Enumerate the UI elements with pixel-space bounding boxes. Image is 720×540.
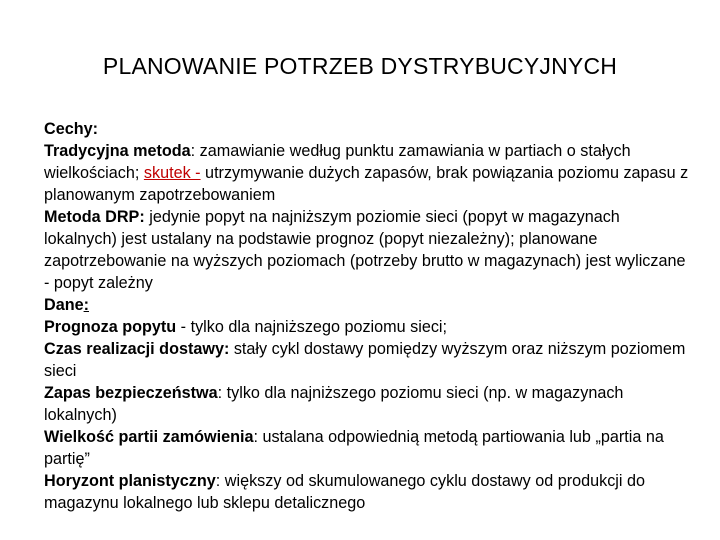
traditional-method-text: : zamawianie według punktu zamawiania w partiach o stałych wielkościach; xyxy=(44,142,631,182)
data-item-lot-size xyxy=(44,426,694,470)
data-item-text: : tylko dla najniższego poziomu sieci (np. w magazynach lokalnych) xyxy=(44,384,624,424)
features-heading xyxy=(44,118,694,140)
data-item-planning-horizon xyxy=(44,470,694,514)
data-heading xyxy=(44,294,694,316)
effect-label: skutek - xyxy=(143,164,201,182)
effect-text: utrzymywanie dużych zapasów, brak powiązania poziomu zapasu z planowanym zapotrzebowaniem xyxy=(44,164,689,204)
data-item-forecast xyxy=(44,316,694,338)
drp-method-text: jedynie popyt na najniższym poziomie sieci (popyt w magazynach lokalnych) jest ustalany na podstawie prognoz (popyt niezależny); planowane zapotrzebowanie na wyższych poziomach (potrzeby brutto w magazynach) jest wyliczane - popyt zależny xyxy=(44,208,686,292)
data-item-label: Zapas bezpieczeństwa xyxy=(44,384,218,402)
data-item-label: Wielkość partii zamówienia xyxy=(44,428,254,446)
traditional-method-label: Tradycyjna metoda xyxy=(44,142,191,160)
slide-body xyxy=(44,118,694,514)
drp-method-paragraph xyxy=(44,206,694,294)
data-item-text: - tylko dla najniższego poziomu sieci; xyxy=(176,318,448,336)
data-heading-text: Dane xyxy=(44,296,84,314)
data-item-lead-time xyxy=(44,338,694,382)
slide-title: PLANOWANIE POTRZEB DYSTRYBUCYJNYCH xyxy=(102,53,618,79)
data-item-safety-stock xyxy=(44,382,694,426)
data-item-text: : większy od skumulowanego cyklu dostawy od produkcji do magazynu lokalnego lub sklepu detalicznego xyxy=(44,472,645,512)
features-heading-label: Cechy: xyxy=(44,120,98,138)
data-heading-label xyxy=(44,296,89,314)
data-heading-colon: : xyxy=(83,296,89,314)
data-item-label: Prognoza popytu xyxy=(44,318,177,336)
traditional-method-paragraph xyxy=(44,140,694,206)
data-item-text: : ustalana odpowiednią metodą partiowania lub „partia na partię” xyxy=(44,428,664,468)
drp-method-label: Metoda DRP: xyxy=(44,208,145,226)
data-item-label: Czas realizacji dostawy: xyxy=(44,340,230,358)
data-item-text: stały cykl dostawy pomiędzy wyższym oraz niższym poziomem sieci xyxy=(44,340,686,380)
data-item-label: Horyzont planistyczny xyxy=(44,472,216,490)
